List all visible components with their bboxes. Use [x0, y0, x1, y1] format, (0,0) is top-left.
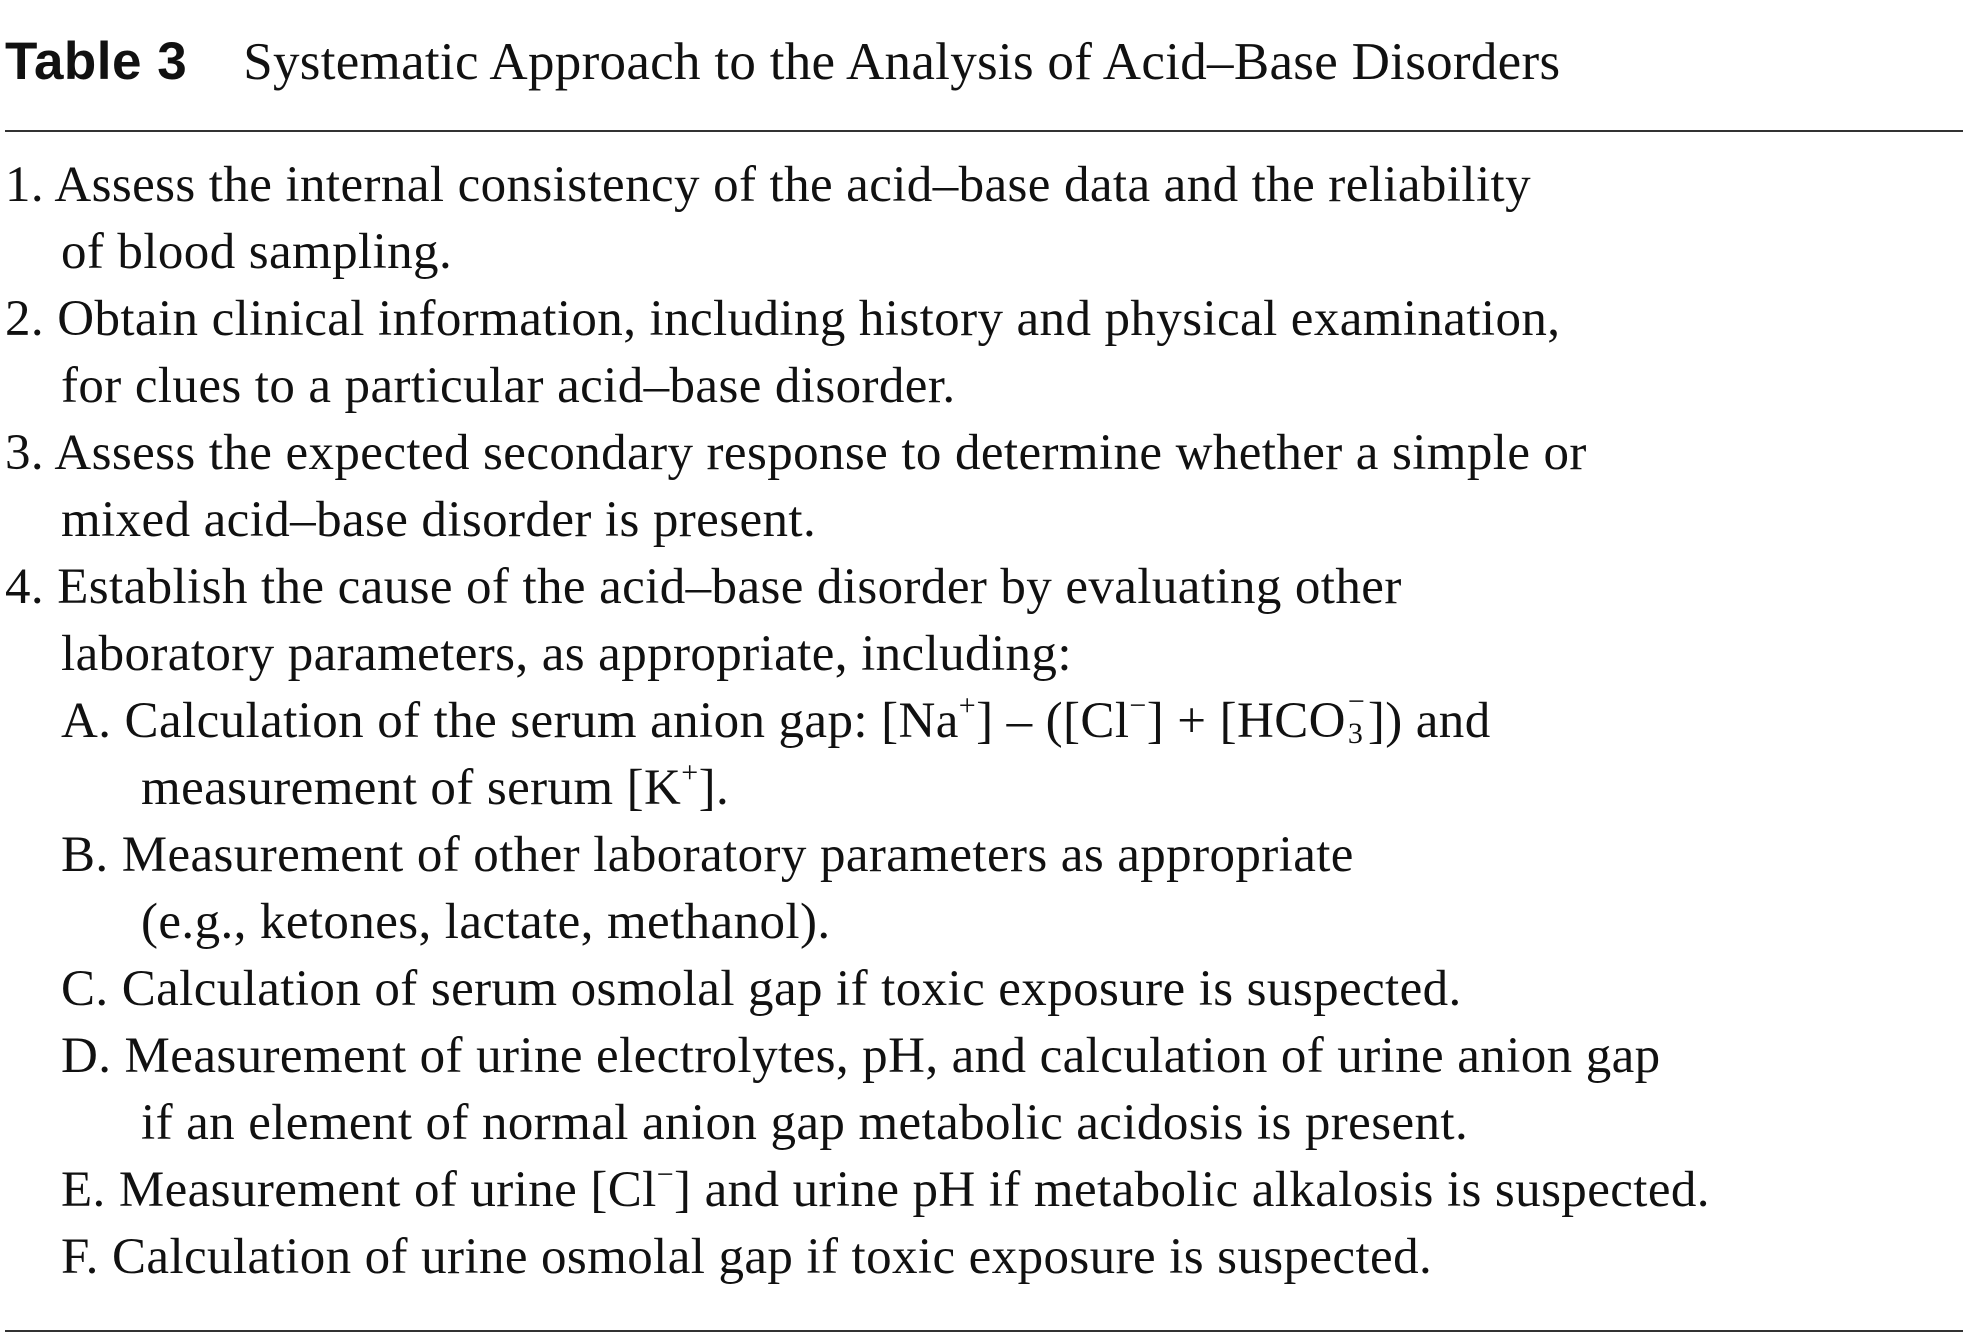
step-3-continuation	[0, 487, 1968, 554]
step-text-line-1: Assess the internal consistency of the acid–base data and the reliability	[54, 157, 1531, 213]
substep-a	[0, 685, 1968, 755]
substep-text-line-1: Measurement of other laboratory parameters as appropriate	[121, 827, 1354, 883]
substep-text-line-1: Calculation of serum osmolal gap if toxic exposure is suspected.	[121, 961, 1462, 1017]
step-number: 1.	[5, 157, 45, 213]
bottom-rule	[5, 1330, 1963, 1332]
urine-chloride-text-end: ] and urine pH if metabolic alkalosis is suspected.	[674, 1162, 1710, 1218]
step-number: 3.	[5, 425, 45, 481]
step-text-line-2: laboratory parameters, as appropriate, including:	[61, 626, 1072, 682]
substep-letter: B.	[61, 827, 109, 883]
substep-letter: D.	[61, 1028, 112, 1084]
step-3	[0, 420, 1968, 487]
urine-chloride-text-start: Measurement of urine [Cl	[118, 1162, 657, 1218]
bicarbonate-sub-sup	[1346, 685, 1368, 750]
substep-e	[0, 1157, 1968, 1224]
table-label: Table 3	[5, 32, 188, 91]
potassium-text-start: measurement of serum [K	[141, 760, 682, 816]
bicarbonate-charge: −	[1347, 685, 1366, 718]
chloride-charge: −	[1129, 689, 1147, 722]
substep-text-line-2: if an element of normal anion gap metabolic acidosis is present.	[141, 1095, 1469, 1151]
substep-d	[0, 1023, 1968, 1090]
step-text-line-1: Obtain clinical information, including history and physical examination,	[57, 291, 1561, 347]
substep-letter: F.	[61, 1229, 99, 1285]
chloride-charge: −	[656, 1158, 675, 1191]
step-4-continuation	[0, 621, 1968, 688]
substep-letter: C.	[61, 961, 109, 1017]
step-1-continuation	[0, 219, 1968, 286]
bicarbonate-subscript: 3	[1347, 717, 1364, 750]
anion-gap-text-end: ]) and	[1367, 693, 1491, 749]
substep-text-line-1: Calculation of urine osmolal gap if toxic exposure is suspected.	[112, 1229, 1433, 1285]
substep-b	[0, 822, 1968, 889]
step-4	[0, 554, 1968, 621]
step-text-line-2: for clues to a particular acid–base disorder.	[61, 358, 956, 414]
potassium-text-end: ].	[698, 760, 730, 816]
substep-b-continuation	[0, 889, 1968, 956]
substep-letter: E.	[61, 1162, 106, 1218]
step-list	[0, 152, 1968, 1291]
substep-c	[0, 956, 1968, 1023]
step-text-line-1: Establish the cause of the acid–base disorder by evaluating other	[57, 559, 1402, 615]
top-rule	[5, 130, 1963, 132]
sodium-charge: +	[958, 689, 977, 722]
substep-letter: A.	[61, 693, 112, 749]
step-text-line-2: of blood sampling.	[61, 224, 453, 280]
anion-gap-text-mid2: ] + [HCO	[1146, 693, 1346, 749]
table-caption	[5, 22, 1560, 115]
step-2-continuation	[0, 353, 1968, 420]
anion-gap-text-start: Calculation of the serum anion gap: [Na	[124, 693, 959, 749]
step-2	[0, 286, 1968, 353]
table-title: Systematic Approach to the Analysis of Acid–Base Disorders	[243, 33, 1561, 91]
substep-a-continuation	[0, 755, 1968, 822]
anion-gap-text-mid1: ] – ([Cl	[976, 693, 1130, 749]
step-1	[0, 152, 1968, 219]
step-number: 4.	[5, 559, 45, 615]
substep-f	[0, 1224, 1968, 1291]
step-text-line-2: mixed acid–base disorder is present.	[61, 492, 817, 548]
step-text-line-1: Assess the expected secondary response to determine whether a simple or	[54, 425, 1587, 481]
substep-text-line-2: (e.g., ketones, lactate, methanol).	[141, 894, 831, 950]
substep-d-continuation	[0, 1090, 1968, 1157]
step-number: 2.	[5, 291, 45, 347]
substep-text-line-1: Measurement of urine electrolytes, pH, and calculation of urine anion gap	[124, 1028, 1661, 1084]
potassium-charge: +	[681, 756, 699, 789]
